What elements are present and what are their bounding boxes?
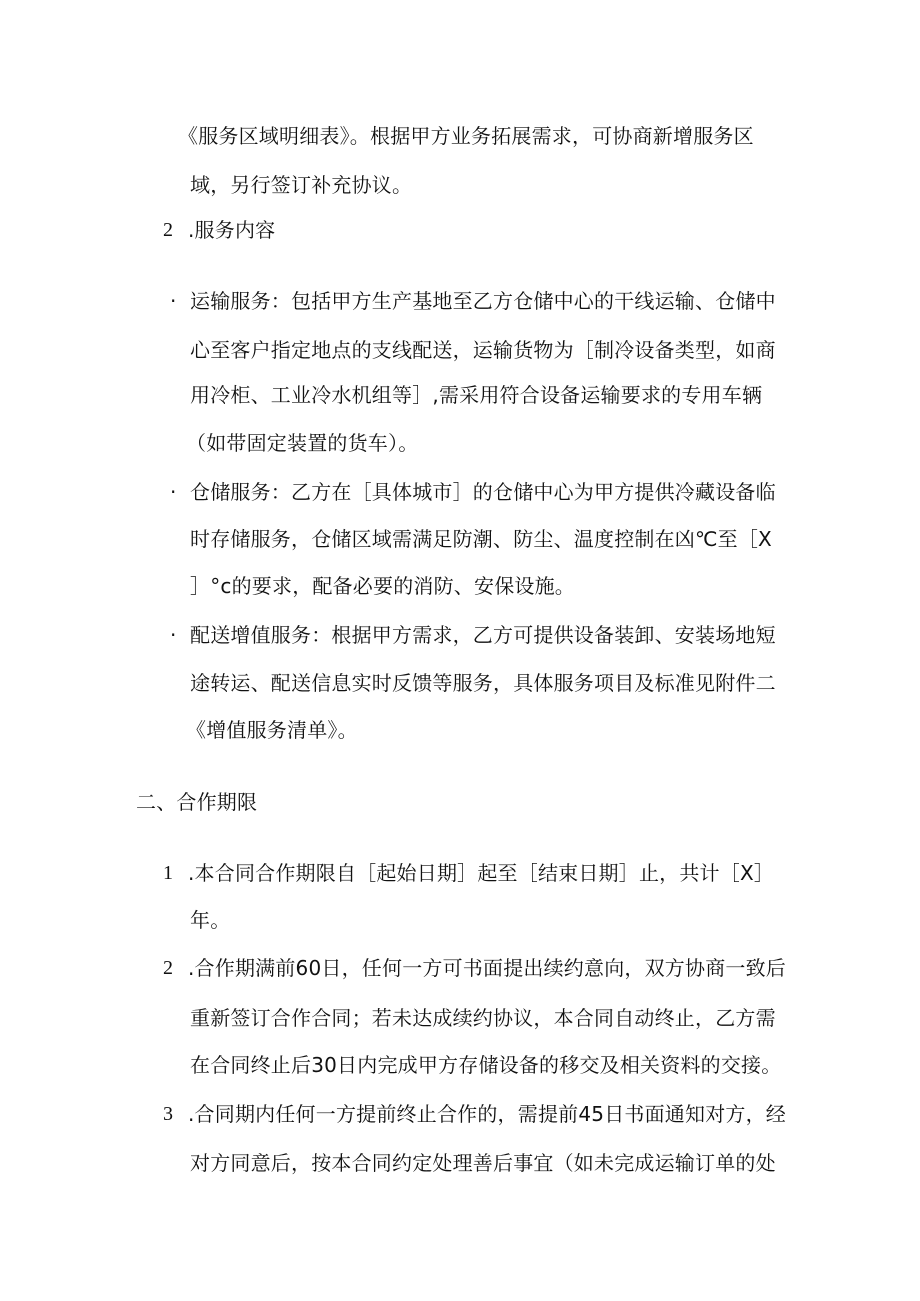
bullet-line: 配送增值服务：根据甲方需求，乙方可提供设备装卸、安装场地短 — [190, 623, 776, 647]
bullet-marker: · — [170, 623, 177, 647]
bullet-marker: · — [170, 289, 177, 313]
term-line: .合同期内任何一方提前终止合作的，需提前45日书面通知对方，经 — [188, 1102, 787, 1126]
bullet-line: 用冷柜、工业冷水机组等］,需采用符合设备运输要求的专用车辆 — [190, 383, 763, 407]
bullet-line: 仓储服务：乙方在［具体城市］的仓储中心为甲方提供冷藏设备临 — [190, 480, 776, 504]
item-number: 2 — [163, 219, 173, 241]
paragraph-line: 《服务区域明细表》。根据甲方业务拓展需求，可协商新增服务区 — [178, 124, 754, 148]
term-line: 对方同意后，按本合同约定处理善后事宜（如未完成运输订单的处 — [190, 1151, 776, 1175]
term-line: 在合同终止后30日内完成甲方存储设备的移交及相关资料的交接。 — [190, 1053, 782, 1077]
bullet-line: 时存储服务，仓储区域需满足防潮、防尘、温度控制在凶℃至［X — [190, 527, 772, 551]
term-line: .本合同合作期限自［起始日期］起至［结束日期］止，共计［X］ — [188, 861, 775, 885]
term-line: 重新签订合作合同；若未达成续约协议，本合同自动终止，乙方需 — [190, 1006, 776, 1030]
term-line: .合作期满前60日，任何一方可书面提出续约意向，双方协商一致后 — [188, 956, 787, 980]
paragraph-line: 域，另行签订补充协议。 — [190, 173, 413, 197]
bullet-line: ］°c的要求，配备必要的消防、安保设施。 — [190, 574, 575, 598]
term-number: 2 — [163, 957, 173, 979]
bullet-line: 途转运、配送信息实时反馈等服务，具体服务项目及标准见附件二 — [190, 671, 776, 695]
item-title: .服务内容 — [188, 218, 276, 242]
bullet-marker: · — [170, 480, 177, 504]
bullet-line: 运输服务：包括甲方生产基地至乙方仓储中心的干线运输、仓储中 — [190, 289, 776, 313]
term-number: 1 — [163, 862, 173, 884]
term-line: 年。 — [190, 908, 231, 932]
bullet-line: 《增值服务清单》。 — [186, 718, 358, 742]
bullet-line: （如带固定装置的货车）。 — [186, 431, 419, 455]
term-number: 3 — [163, 1103, 173, 1125]
bullet-line: 心至客户指定地点的支线配送，运输货物为［制冷设备类型，如商 — [190, 338, 776, 362]
section-heading: 二、合作期限 — [136, 790, 258, 814]
